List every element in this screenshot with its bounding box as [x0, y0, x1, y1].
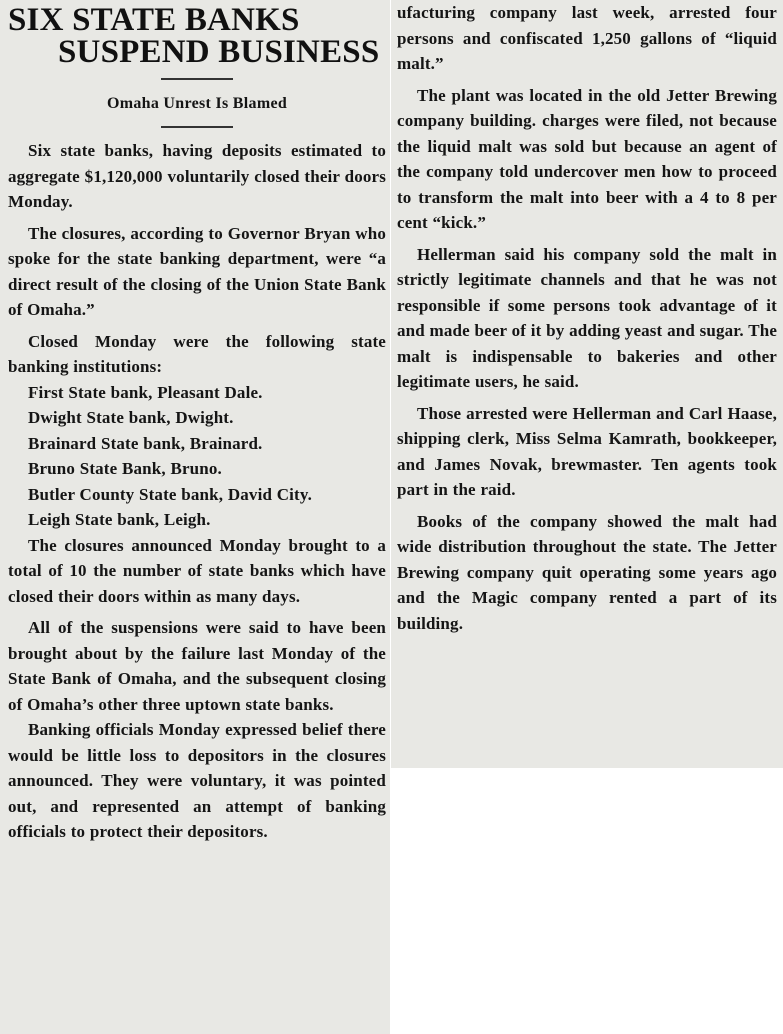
paragraph: ufacturing company last week, arrested four persons and confiscated 1,250 gallons of “liquid malt.” — [397, 3, 777, 73]
divider-rule — [161, 78, 233, 80]
divider-rule — [161, 126, 233, 128]
paragraph: The closures announced Monday brought to a total of 10 the number of state banks which have closed their doors within as many days. — [8, 535, 386, 606]
bank-list-item: Dwight State bank, Dwight. — [28, 408, 234, 427]
paragraph: Those arrested were Hellerman and Carl Haase, shipping clerk, Miss Selma Kamrath, bookkeeper, and James Novak, brewmaster. Ten agents took part in the raid. — [397, 403, 777, 499]
bank-list-item: First State bank, Pleasant Dale. — [28, 382, 263, 402]
paragraph: Books of the company showed the malt had wide distribution throughout the state. The Jetter Brewing company quit operating some years ago and the Magic company rented a part of its building. — [397, 511, 777, 633]
paragraph: All of the suspensions were said to have been brought about by the failure last Monday of the State Bank of Omaha, and the subsequent closing of Omaha’s other three uptown state banks. — [8, 618, 386, 714]
paragraph: Hellerman said his company sold the malt in strictly legitimate channels and that he was not responsible if some persons took advantage of it and made beer of it by adding yeast and sugar. The malt is indispensable to bakeries and other legitimate users, he said. — [397, 244, 778, 391]
subheadline: Omaha Unrest Is Blamed — [106, 95, 288, 112]
headline-line-2: SUSPEND BUSINESS — [58, 34, 380, 70]
bank-list-item: Brainard State bank, Brainard. — [28, 433, 263, 453]
paragraph: Banking officials Monday expressed belief there would be little loss to depositors in the closures announced. They were voluntary, it was pointed out, and represented an attempt of banking officials to protect their depositors. — [8, 720, 386, 841]
bank-list-item: Butler County State bank, David City. — [28, 484, 312, 504]
paragraph: The plant was located in the old Jetter Brewing company building. charges were filed, not because the liquid malt was sold but because an agent of the company told undercover men how to proceed to transform the malt into beer with a 4 to 8 per cent “kick.” — [397, 85, 777, 232]
paragraph: Six state banks, having deposits estimated to aggregate $1,120,000 voluntarily closed their doors Monday. — [8, 141, 386, 211]
headline-line-1: SIX STATE BANKS — [8, 2, 300, 38]
bank-list-item: Leigh State bank, Leigh. — [28, 510, 211, 529]
headline — [8, 0, 386, 68]
paragraph: The closures, according to Governor Bryan who spoke for the state banking department, were “a direct result of the closing of the Union State Bank of Omaha.” — [8, 223, 386, 319]
right-column — [391, 0, 783, 768]
paragraph: Closed Monday were the following state banking institutions: — [8, 331, 386, 376]
bank-list-item: Bruno State Bank, Bruno. — [28, 459, 222, 478]
left-column — [0, 0, 390, 1034]
